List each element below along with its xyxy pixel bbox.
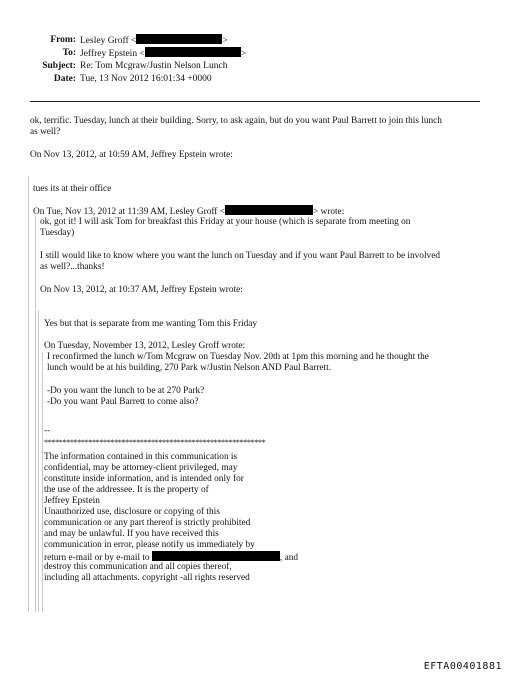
redaction-box bbox=[136, 34, 222, 44]
quoted-line: I reconfirmed the lunch w/Tom Mcgraw on Tuesday Nov. 20th at 1pm this morning and he thought the bbox=[47, 352, 429, 362]
disclaimer-line: constitute inside information, and is intended only for bbox=[44, 474, 244, 484]
from-label: From: bbox=[50, 35, 76, 45]
subject-row bbox=[0, 60, 512, 73]
quoted-line: Tuesday) bbox=[40, 228, 75, 238]
header-divider bbox=[30, 101, 480, 102]
disclaimer-line: and may be unlawful. If you have received this bbox=[44, 529, 219, 539]
quote-attribution: On Nov 13, 2012, at 10:37 AM, Jeffrey Epstein wrote: bbox=[40, 285, 243, 295]
disclaimer-line: Unauthorized use, disclosure or copying of this bbox=[44, 507, 220, 517]
redaction-box bbox=[145, 47, 241, 57]
disclaimer-line: communication in error, please notify us immediately by bbox=[44, 540, 255, 550]
redaction-box bbox=[152, 551, 280, 561]
message-line: as well? bbox=[30, 127, 61, 137]
message-line: ok, terrific. Tuesday, lunch at their building. Sorry, to ask again, but do you want Paul Barrett to join this lunch bbox=[30, 116, 442, 126]
quote-bar bbox=[42, 352, 43, 612]
quoted-line: -Do you want the lunch to be at 270 Park? bbox=[47, 386, 205, 396]
signature-dash: -- bbox=[44, 426, 51, 436]
to-row bbox=[0, 47, 512, 60]
quoted-line: -Do you want Paul Barrett to come also? bbox=[47, 397, 199, 407]
email-header bbox=[0, 34, 512, 94]
quoted-line: tues its at their office bbox=[33, 184, 112, 194]
date-label: Date: bbox=[53, 74, 76, 84]
disclaimer-line: the use of the addressee. It is the property of bbox=[44, 485, 209, 495]
quoted-line: as well?...thanks! bbox=[40, 262, 105, 272]
quoted-line: ok, got it! I will ask Tom for breakfast this Friday at your house (which is separate from meeting on bbox=[40, 217, 411, 227]
quote-bar bbox=[38, 310, 39, 612]
from-row bbox=[0, 34, 512, 47]
disclaimer-line: return e-mail or by e-mail to , and bbox=[44, 553, 298, 563]
disclaimer-line: communication or any part thereof is strictly prohibited bbox=[44, 518, 251, 528]
quoted-line: Yes but that is separate from me wanting Tom this Friday bbox=[44, 319, 258, 329]
disclaimer-line: destroy this communication and all copies thereof, bbox=[44, 562, 232, 572]
quoted-line: I still would like to know where you want the lunch on Tuesday and if you want Paul Barrett to be involved bbox=[40, 251, 440, 261]
document-id: EFTA00401881 bbox=[423, 661, 502, 672]
subject-label: Subject: bbox=[42, 61, 76, 71]
date-value: Tue, 13 Nov 2012 16:01:34 +0000 bbox=[80, 74, 212, 84]
disclaimer-line: Jeffrey Epstein bbox=[44, 496, 100, 506]
quote-bar bbox=[28, 176, 29, 612]
quote-attribution: On Tuesday, November 13, 2012, Lesley Groff wrote: bbox=[44, 341, 246, 351]
date-row bbox=[0, 73, 512, 86]
quote-bar bbox=[35, 216, 36, 612]
quote-attribution: On Nov 13, 2012, at 10:59 AM, Jeffrey Epstein wrote: bbox=[30, 150, 233, 160]
disclaimer-line: confidential, may be attorney-client privileged, may bbox=[44, 463, 238, 473]
to-label: To: bbox=[62, 48, 76, 58]
to-value: Jeffrey Epstein < > bbox=[80, 49, 247, 59]
from-value: Lesley Groff < > bbox=[80, 36, 228, 46]
disclaimer-line: including all attachments. copyright -all rights reserved bbox=[44, 573, 250, 583]
quoted-line: lunch would be at his building, 270 Park w/Justin Nelson AND Paul Barrett. bbox=[47, 363, 332, 373]
signature-stars: ************************************************************ bbox=[44, 438, 266, 447]
disclaimer-line: The information contained in this communication is bbox=[44, 452, 238, 462]
quote-attribution: On Tue, Nov 13, 2012 at 11:39 AM, Lesley Groff < > wrote: bbox=[33, 207, 345, 217]
redaction-box bbox=[225, 205, 313, 215]
subject-value: Re: Tom Mcgraw/Justin Nelson Lunch bbox=[80, 61, 228, 71]
